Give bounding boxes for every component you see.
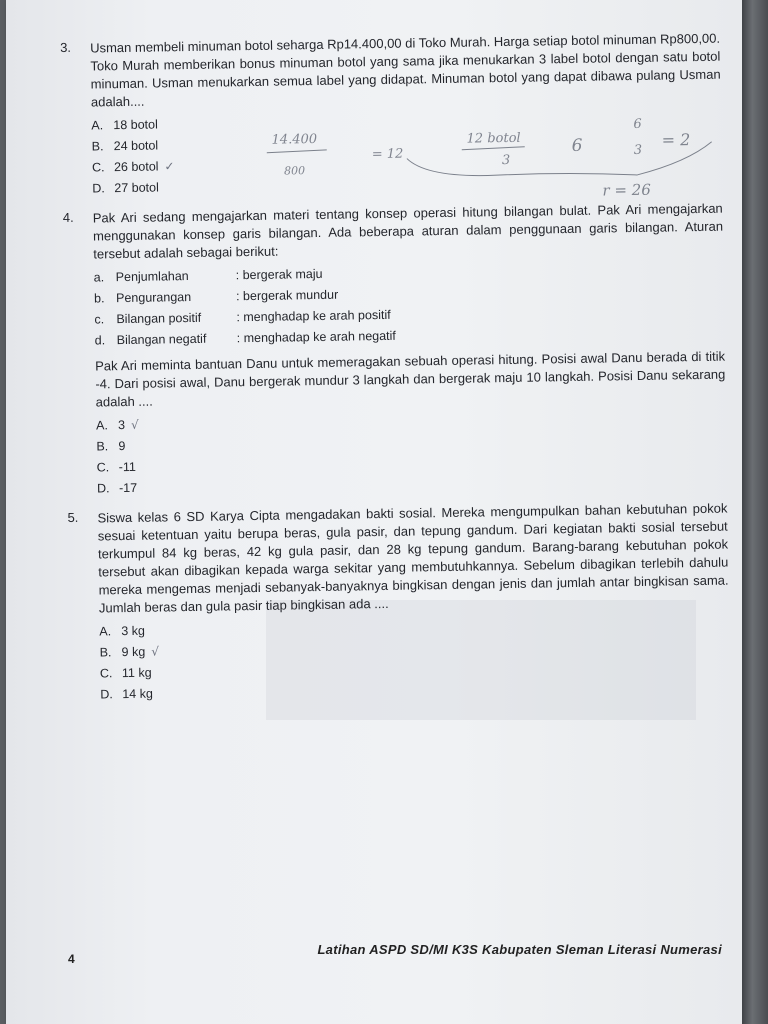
option-text: -11 — [118, 459, 136, 475]
page-footer — [62, 940, 732, 964]
page-content — [60, 30, 731, 716]
option-text: 27 botol — [114, 180, 159, 196]
handwriting-note: 3 — [633, 142, 643, 158]
answer-options — [96, 406, 727, 500]
option-text: 3 kg — [121, 623, 146, 639]
handwriting-strokes — [266, 129, 267, 130]
option-text: 14 kg — [122, 686, 153, 702]
handwriting-note: 12 botol — [466, 130, 521, 147]
answer-options — [99, 612, 730, 706]
handwriting-note: r = 26 — [602, 180, 651, 200]
rules-list — [94, 258, 725, 352]
question-number: 4. — [62, 209, 74, 225]
handwriting-note: 6 — [571, 135, 583, 156]
option-letter: D. — [92, 181, 105, 196]
option-text: 9 kg — [121, 644, 146, 660]
question-text: Usman membeli minuman botol seharga Rp14.400,00 di Toko Murah. Harga setiap botol minuman Rp800,00. Toko Murah memberikan bonus minuman botol yang sama jika menukarkan 3 label botol dengan satu botol minuman. Usman menukarkan semua label yang didapat. Minuman botol yang dapat dibawa pulang Usman adalah.... — [90, 30, 721, 110]
document-page — [6, 0, 742, 1024]
option-letter: B. — [91, 139, 104, 154]
option-text: 3 — [117, 418, 126, 433]
check-mark: √ — [151, 644, 160, 659]
check-mark: √ — [130, 417, 139, 432]
page-number: 4 — [68, 952, 75, 966]
option-letter: B. — [99, 645, 112, 660]
option-letter: B. — [96, 439, 109, 454]
option-text: 18 botol — [113, 117, 158, 133]
rule-letter: b. — [93, 291, 105, 306]
option-text: -17 — [118, 480, 138, 496]
handwriting-note: = 12 — [371, 146, 404, 163]
option-letter: D. — [100, 687, 113, 702]
rule-name: Bilangan positif — [116, 310, 202, 327]
option-letter: A. — [95, 418, 108, 433]
question-text: Siswa kelas 6 SD Karya Cipta mengadakan bakti sosial. Mereka mengumpulkan bahan kebutuhan pokok sesuai ketentuan yaitu berupa beras, gula pasir, dan tepung gandum. Dari kegiatan bakti sosial tersebut terkumpul 84 kg beras, 42 kg gula pasir, dan 28 kg tepung gandum. Barang-barang kebutuhan pokok tersebut akan dibagikan kepada warga sekitar yang membutuhkannya. Sebelum dibagikan terlebih dahulu mereka mengemas menjadi sebanyak-banyaknya bingkisan dengan jenis dan jumlah antar bingkisan sama. Jumlah beras dan gula pasir tiap bingkisan ada .... — [97, 500, 729, 616]
option-text: 9 — [118, 439, 126, 454]
option-letter: C. — [99, 666, 113, 681]
question-text: Pak Ari sedang mengajarkan materi tentang konsep operasi hitung bilangan bulat. Pak Ari mengajarkan menggunakan konsep garis bilangan. Ada beberapa aturan dalam penggunaan garis bilangan. Aturan tersebut adalah sebagai berikut: — [92, 200, 724, 262]
option-text: 26 botol — [113, 159, 159, 175]
rule-letter: d. — [94, 333, 106, 348]
rule-desc: : menghadap ke arah negatif — [236, 328, 396, 346]
check-mark: ✓ — [164, 159, 175, 174]
question-number: 3. — [60, 39, 72, 55]
handwriting-note: 6 — [633, 116, 642, 133]
option-text: 24 botol — [113, 138, 159, 154]
rule-desc: : bergerak maju — [235, 266, 323, 283]
question-3 — [60, 30, 722, 200]
option-letter: A. — [91, 118, 104, 133]
option-letter: A. — [99, 624, 112, 639]
question-text-continued: Pak Ari meminta bantuan Danu untuk memeragakan sebuah operasi hitung. Posisi awal Danu berada di titik -4. Dari posisi awal, Danu bergerak mundur 3 langkah dan bergerak maju 10 langkah. Posisi Danu sekarang adalah .... — [95, 348, 726, 410]
rule-desc: : bergerak mundur — [235, 287, 339, 304]
handwriting-note: 3 — [501, 152, 511, 169]
rule-name: Bilangan negatif — [116, 331, 207, 348]
question-5 — [67, 500, 730, 706]
question-4 — [63, 200, 727, 500]
rule-letter: a. — [93, 270, 105, 285]
handwriting-note: 14.400 — [271, 131, 318, 148]
question-number: 5. — [67, 509, 79, 525]
book-edge — [742, 0, 768, 1024]
option-text: 11 kg — [121, 665, 152, 681]
rule-letter: c. — [94, 312, 105, 327]
option-letter: D. — [96, 481, 110, 496]
handwriting-note: 800 — [283, 164, 306, 178]
option-letter: C. — [91, 160, 105, 175]
option-letter: C. — [96, 460, 110, 475]
rule-desc: : menghadap ke arah positif — [236, 307, 391, 325]
handwriting-note: = 2 — [661, 130, 691, 150]
footer-title: Latihan ASPD SD/MI K3S Kabupaten Sleman Literasi Numerasi — [317, 942, 722, 957]
rule-name: Penjumlahan — [115, 269, 189, 285]
rule-name: Pengurangan — [115, 289, 192, 306]
